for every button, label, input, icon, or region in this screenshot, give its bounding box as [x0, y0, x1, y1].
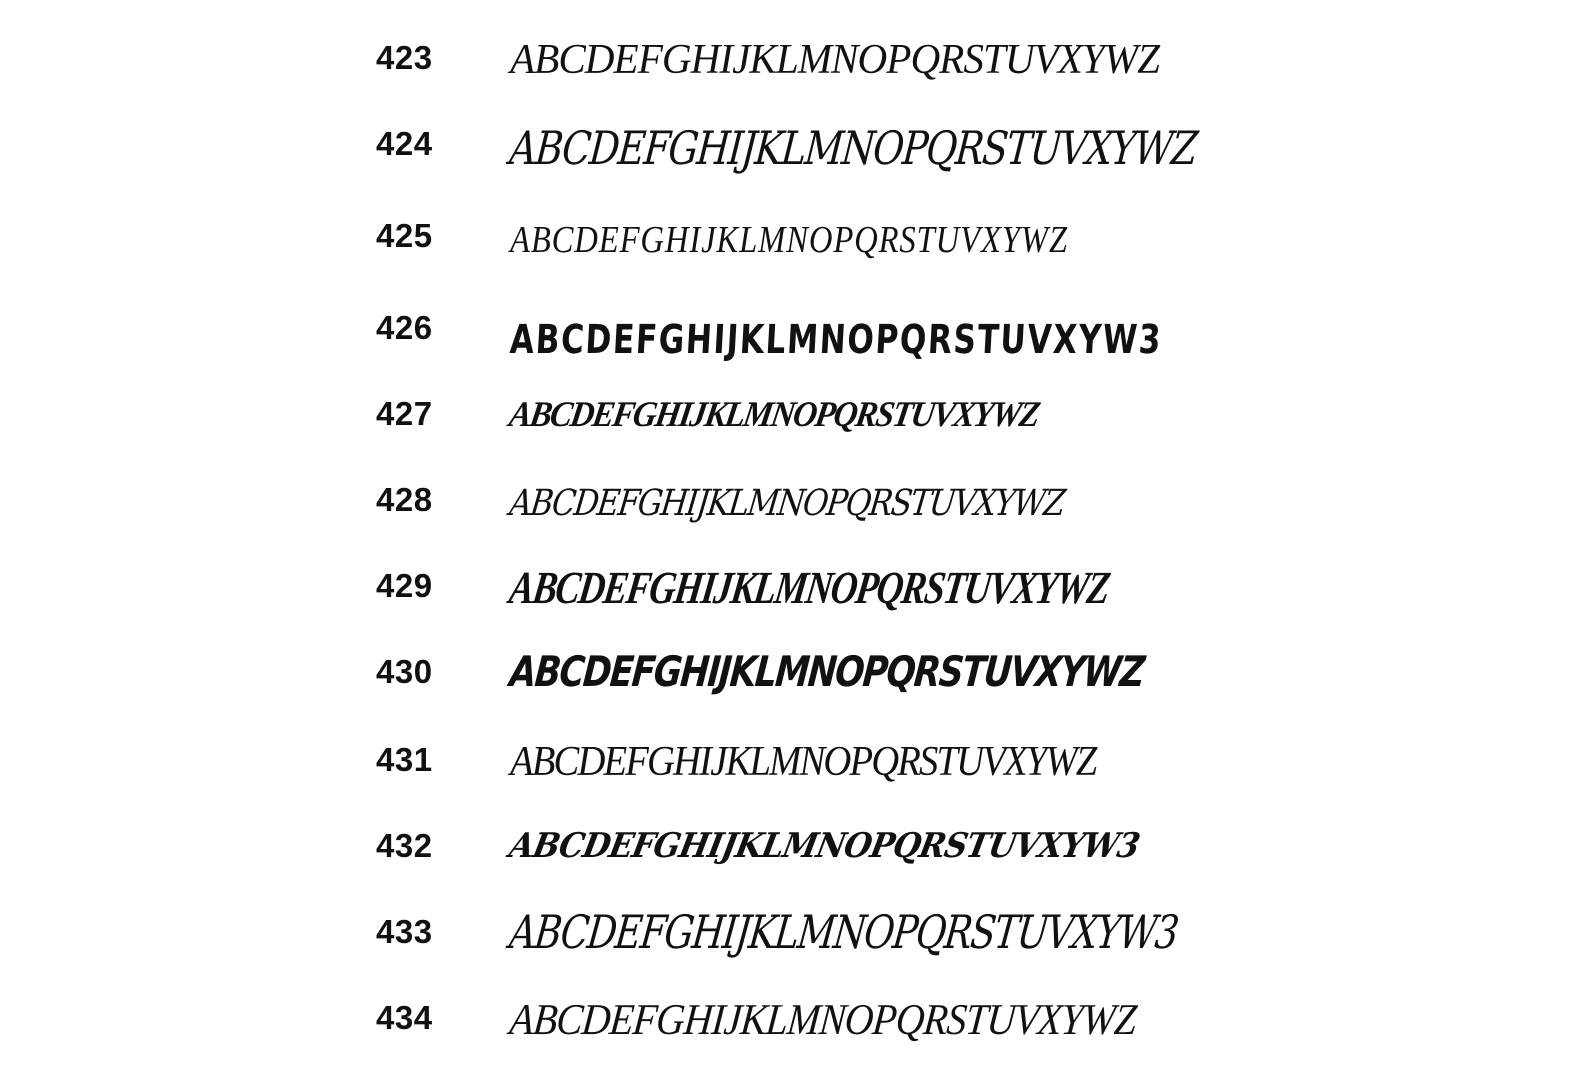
- font-row-428: [0, 480, 1588, 560]
- font-number: 424: [376, 125, 433, 162]
- font-number: 434: [376, 999, 433, 1036]
- font-alphabet-sample: ABCDEFGHIJKLMNOPQRSTUVXYW3: [506, 905, 1181, 959]
- font-alphabet-sample: ABCDEFGHIJKLMNOPQRSTUVXYWZ: [506, 562, 1113, 613]
- font-alphabet-sample: ABCDEFGHIJKLMNOPQRSTUVXYWZ: [506, 394, 1042, 434]
- font-row-434: [0, 995, 1588, 1078]
- font-number: 432: [376, 827, 433, 864]
- font-number: 429: [376, 567, 433, 604]
- font-alphabet-sample: ABCDEFGHIJKLMNOPQRSTUVXYWZ: [510, 219, 1068, 261]
- font-number: 425: [376, 217, 433, 254]
- font-alphabet-sample: ABCDEFGHIJKLMNOPQRSTUVXYWZ: [510, 37, 1160, 83]
- font-row-429: [0, 562, 1588, 646]
- font-row-425: [0, 216, 1588, 296]
- font-number: 423: [376, 39, 433, 76]
- font-row-432: [0, 826, 1588, 906]
- font-row-424: [0, 121, 1588, 204]
- font-number: 433: [376, 913, 433, 950]
- font-alphabet-sample: ABCDEFGHIJKLMNOPQRSTUVXYW3: [506, 826, 1143, 866]
- font-alphabet-sample: ABCDEFGHIJKLMNOPQRSTUVXYWZ: [507, 647, 1146, 696]
- font-number: 426: [376, 309, 433, 346]
- font-alphabet-sample: ABCDEFGHIJKLMNOPQRSTUVXYWZ: [507, 121, 1199, 175]
- font-number: 430: [376, 653, 433, 690]
- font-alphabet-sample: ABCDEFGHIJKLMNOPQRSTUVXYWZ: [507, 995, 1138, 1044]
- font-number: 428: [376, 481, 433, 518]
- font-row-423: [0, 38, 1588, 118]
- font-row-430: [0, 647, 1588, 732]
- font-number: 431: [376, 741, 433, 778]
- font-alphabet-sample: ABCDEFGHIJKLMNOPQRSTUVXYWZ: [507, 483, 1066, 524]
- font-row-431: [0, 740, 1588, 820]
- font-row-433: [0, 905, 1588, 992]
- font-number: 427: [376, 395, 433, 432]
- font-alphabet-sample: ABCDEFGHIJKLMNOPQRSTUVXYW3: [508, 317, 1164, 363]
- font-alphabet-sample: ABCDEFGHIJKLMNOPQRSTUVXYWZ: [510, 739, 1096, 785]
- font-row-426: [0, 308, 1588, 388]
- font-row-427: [0, 394, 1588, 474]
